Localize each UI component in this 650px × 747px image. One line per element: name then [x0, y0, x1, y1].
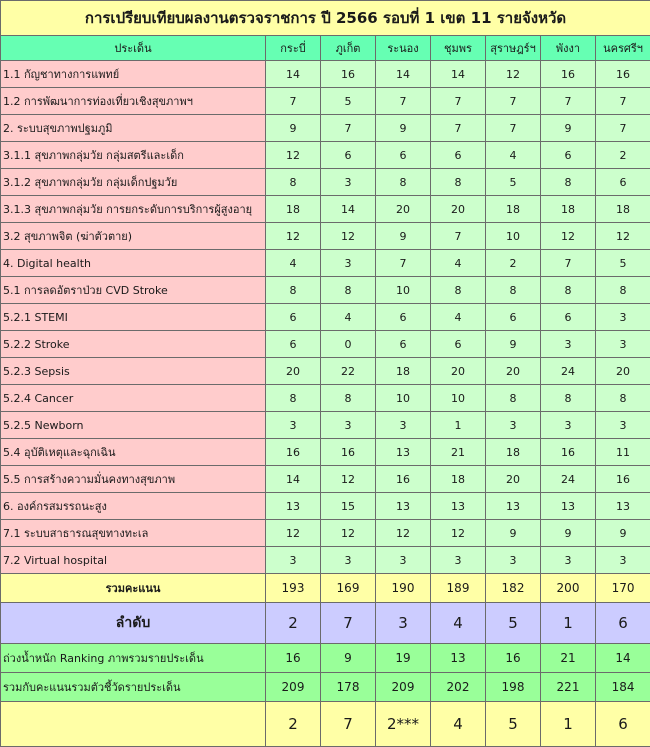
final-rank-cell: 2	[266, 702, 321, 747]
weight-label: ถ่วงน้ำหนัก Ranking ภาพรวมรายประเด็น	[1, 644, 266, 673]
weight-cell: 14	[596, 644, 650, 673]
province-header: ชุมพร	[431, 36, 486, 61]
score-cell: 13	[596, 493, 650, 520]
score-cell: 14	[321, 196, 376, 223]
score-cell: 6	[321, 142, 376, 169]
province-header: พังงา	[541, 36, 596, 61]
score-cell: 8	[321, 385, 376, 412]
score-cell: 18	[431, 466, 486, 493]
combined-label: รวมกับคะแนนรวมตัวชี้วัดรายประเด็น	[1, 673, 266, 702]
score-cell: 13	[431, 493, 486, 520]
province-header: นครศรีฯ	[596, 36, 650, 61]
total-cell: 200	[541, 574, 596, 603]
combined-cell: 198	[486, 673, 541, 702]
score-cell: 20	[376, 196, 431, 223]
score-cell: 11	[596, 439, 650, 466]
score-cell: 20	[486, 466, 541, 493]
rank-cell: 5	[486, 603, 541, 644]
score-cell: 16	[596, 61, 650, 88]
total-cell: 193	[266, 574, 321, 603]
combined-cell: 178	[321, 673, 376, 702]
score-cell: 13	[266, 493, 321, 520]
table-row	[1, 61, 650, 88]
score-cell: 4	[431, 250, 486, 277]
score-cell: 18	[266, 196, 321, 223]
criteria-label: 5.2.3 Sepsis	[1, 358, 266, 385]
score-cell: 9	[376, 115, 431, 142]
score-cell: 7	[486, 115, 541, 142]
total-cell: 182	[486, 574, 541, 603]
criteria-label: 2. ระบบสุขภาพปฐมภูมิ	[1, 115, 266, 142]
score-cell: 7	[596, 88, 650, 115]
score-cell: 7	[431, 115, 486, 142]
table-row	[1, 304, 650, 331]
score-cell: 16	[266, 439, 321, 466]
score-cell: 7	[321, 115, 376, 142]
score-cell: 3	[266, 412, 321, 439]
score-cell: 3	[596, 304, 650, 331]
score-cell: 8	[541, 169, 596, 196]
score-cell: 8	[596, 277, 650, 304]
score-cell: 7	[376, 250, 431, 277]
score-cell: 10	[376, 277, 431, 304]
score-cell: 12	[266, 142, 321, 169]
score-cell: 3	[321, 169, 376, 196]
combined-row	[1, 673, 650, 702]
table-row	[1, 439, 650, 466]
score-cell: 1	[431, 412, 486, 439]
final-rank-label	[1, 702, 266, 747]
rank-cell: 6	[596, 603, 650, 644]
score-cell: 3	[376, 412, 431, 439]
province-header: ระนอง	[376, 36, 431, 61]
criteria-label: 7.2 Virtual hospital	[1, 547, 266, 574]
table-row	[1, 115, 650, 142]
score-cell: 8	[376, 169, 431, 196]
score-cell: 14	[266, 61, 321, 88]
score-cell: 7	[431, 88, 486, 115]
rank-row	[1, 603, 650, 644]
total-cell: 170	[596, 574, 650, 603]
score-cell: 6	[266, 304, 321, 331]
score-cell: 12	[321, 223, 376, 250]
score-cell: 8	[266, 169, 321, 196]
rank-cell: 1	[541, 603, 596, 644]
score-cell: 20	[266, 358, 321, 385]
score-cell: 4	[431, 304, 486, 331]
score-cell: 8	[431, 277, 486, 304]
score-cell: 12	[321, 466, 376, 493]
score-cell: 8	[486, 277, 541, 304]
rank-cell: 3	[376, 603, 431, 644]
score-cell: 13	[376, 439, 431, 466]
score-cell: 24	[541, 466, 596, 493]
weight-cell: 13	[431, 644, 486, 673]
score-cell: 4	[266, 250, 321, 277]
score-cell: 10	[431, 385, 486, 412]
criteria-label: 4. Digital health	[1, 250, 266, 277]
table-row	[1, 196, 650, 223]
score-cell: 9	[376, 223, 431, 250]
score-cell: 7	[376, 88, 431, 115]
score-cell: 3	[486, 547, 541, 574]
table-row	[1, 547, 650, 574]
score-cell: 3	[596, 412, 650, 439]
score-cell: 20	[596, 358, 650, 385]
score-cell: 12	[266, 223, 321, 250]
table-row	[1, 493, 650, 520]
weight-cell: 16	[486, 644, 541, 673]
combined-cell: 221	[541, 673, 596, 702]
criteria-label: 5.1 การลดอัตราป่วย CVD Stroke	[1, 277, 266, 304]
table-row	[1, 88, 650, 115]
rank-cell: 2	[266, 603, 321, 644]
score-cell: 18	[541, 196, 596, 223]
criteria-label: 5.2.1 STEMI	[1, 304, 266, 331]
score-cell: 3	[321, 547, 376, 574]
score-cell: 3	[486, 412, 541, 439]
score-cell: 12	[486, 61, 541, 88]
score-cell: 13	[486, 493, 541, 520]
score-cell: 9	[541, 520, 596, 547]
score-cell: 18	[376, 358, 431, 385]
table-row	[1, 142, 650, 169]
score-cell: 5	[486, 169, 541, 196]
score-cell: 6	[266, 331, 321, 358]
score-cell: 6	[376, 304, 431, 331]
score-cell: 6	[596, 169, 650, 196]
weight-cell: 9	[321, 644, 376, 673]
criteria-header: ประเด็น	[1, 36, 266, 61]
total-cell: 189	[431, 574, 486, 603]
score-cell: 3	[431, 547, 486, 574]
rank-cell: 7	[321, 603, 376, 644]
criteria-label: 3.1.3 สุขภาพกลุ่มวัย การยกระดับการบริการผู้สูงอายุ	[1, 196, 266, 223]
score-cell: 8	[596, 385, 650, 412]
score-cell: 4	[486, 142, 541, 169]
score-cell: 7	[266, 88, 321, 115]
combined-cell: 209	[376, 673, 431, 702]
criteria-label: 7.1 ระบบสาธารณสุขทางทะเล	[1, 520, 266, 547]
score-cell: 13	[376, 493, 431, 520]
combined-cell: 209	[266, 673, 321, 702]
score-cell: 5	[321, 88, 376, 115]
score-cell: 9	[266, 115, 321, 142]
header-row	[1, 36, 650, 61]
criteria-label: 5.2.4 Cancer	[1, 385, 266, 412]
score-cell: 9	[486, 520, 541, 547]
final-rank-cell: 1	[541, 702, 596, 747]
combined-cell: 184	[596, 673, 650, 702]
score-cell: 8	[266, 385, 321, 412]
total-cell: 190	[376, 574, 431, 603]
score-cell: 12	[321, 520, 376, 547]
final-rank-cell: 5	[486, 702, 541, 747]
score-cell: 6	[431, 142, 486, 169]
weight-cell: 21	[541, 644, 596, 673]
table-row	[1, 169, 650, 196]
score-cell: 12	[376, 520, 431, 547]
score-cell: 16	[541, 61, 596, 88]
score-cell: 6	[541, 304, 596, 331]
combined-cell: 202	[431, 673, 486, 702]
table-row	[1, 466, 650, 493]
final-rank-row	[1, 702, 650, 747]
criteria-label: 3.1.1 สุขภาพกลุ่มวัย กลุ่มสตรีและเด็ก	[1, 142, 266, 169]
score-cell: 20	[431, 358, 486, 385]
criteria-label: 3.2 สุขภาพจิต (ฆ่าตัวตาย)	[1, 223, 266, 250]
score-cell: 7	[486, 88, 541, 115]
score-cell: 9	[596, 520, 650, 547]
score-cell: 3	[541, 547, 596, 574]
final-rank-cell: 2***	[376, 702, 431, 747]
score-cell: 9	[486, 331, 541, 358]
final-rank-cell: 6	[596, 702, 650, 747]
table-row	[1, 250, 650, 277]
province-header: สุราษฎร์ฯ	[486, 36, 541, 61]
criteria-label: 1.1 กัญชาทางการแพทย์	[1, 61, 266, 88]
score-cell: 7	[541, 250, 596, 277]
score-cell: 5	[596, 250, 650, 277]
total-row	[1, 574, 650, 603]
rank-cell: 4	[431, 603, 486, 644]
criteria-label: 5.4 อุบัติเหตุและฉุกเฉิน	[1, 439, 266, 466]
score-cell: 9	[541, 115, 596, 142]
criteria-label: 5.2.2 Stroke	[1, 331, 266, 358]
score-cell: 2	[596, 142, 650, 169]
total-cell: 169	[321, 574, 376, 603]
score-cell: 20	[486, 358, 541, 385]
score-cell: 16	[596, 466, 650, 493]
score-cell: 3	[376, 547, 431, 574]
criteria-label: 5.5 การสร้างความมั่นคงทางสุขภาพ	[1, 466, 266, 493]
table-row	[1, 277, 650, 304]
score-cell: 13	[541, 493, 596, 520]
score-cell: 6	[541, 142, 596, 169]
score-cell: 4	[321, 304, 376, 331]
score-cell: 3	[541, 331, 596, 358]
score-cell: 22	[321, 358, 376, 385]
score-cell: 3	[541, 412, 596, 439]
rank-label: ลำดับ	[1, 603, 266, 644]
score-cell: 8	[541, 277, 596, 304]
score-cell: 12	[541, 223, 596, 250]
province-header: กระบี่	[266, 36, 321, 61]
score-cell: 8	[541, 385, 596, 412]
criteria-label: 1.2 การพัฒนาการท่องเที่ยวเชิงสุขภาพฯ	[1, 88, 266, 115]
score-cell: 18	[486, 196, 541, 223]
score-cell: 18	[486, 439, 541, 466]
score-cell: 14	[376, 61, 431, 88]
criteria-label: 3.1.2 สุขภาพกลุ่มวัย กลุ่มเด็กปฐมวัย	[1, 169, 266, 196]
final-rank-cell: 4	[431, 702, 486, 747]
score-cell: 16	[541, 439, 596, 466]
score-cell: 15	[321, 493, 376, 520]
score-cell: 12	[266, 520, 321, 547]
final-rank-cell: 7	[321, 702, 376, 747]
criteria-label: 6. องค์กรสมรรถนะสูง	[1, 493, 266, 520]
criteria-rows	[1, 61, 650, 574]
total-label: รวมคะแนน	[1, 574, 266, 603]
score-cell: 16	[321, 61, 376, 88]
weight-cell: 16	[266, 644, 321, 673]
score-cell: 16	[321, 439, 376, 466]
criteria-label: 5.2.5 Newborn	[1, 412, 266, 439]
score-cell: 6	[486, 304, 541, 331]
score-cell: 6	[376, 331, 431, 358]
score-cell: 16	[376, 466, 431, 493]
table-row	[1, 358, 650, 385]
score-cell: 20	[431, 196, 486, 223]
score-cell: 3	[266, 547, 321, 574]
score-cell: 18	[596, 196, 650, 223]
score-cell: 10	[376, 385, 431, 412]
score-cell: 7	[541, 88, 596, 115]
score-cell: 14	[266, 466, 321, 493]
table-row	[1, 223, 650, 250]
weight-row	[1, 644, 650, 673]
score-cell: 6	[431, 331, 486, 358]
score-cell: 8	[266, 277, 321, 304]
score-cell: 14	[431, 61, 486, 88]
score-cell: 7	[431, 223, 486, 250]
score-cell: 12	[431, 520, 486, 547]
score-cell: 0	[321, 331, 376, 358]
score-cell: 24	[541, 358, 596, 385]
score-cell: 10	[486, 223, 541, 250]
score-cell: 3	[321, 412, 376, 439]
score-cell: 8	[486, 385, 541, 412]
province-header: ภูเก็ต	[321, 36, 376, 61]
score-cell: 12	[596, 223, 650, 250]
score-cell: 3	[596, 547, 650, 574]
score-cell: 2	[486, 250, 541, 277]
table-row	[1, 331, 650, 358]
weight-cell: 19	[376, 644, 431, 673]
table-row	[1, 385, 650, 412]
table-row	[1, 412, 650, 439]
score-cell: 3	[596, 331, 650, 358]
table-title: การเปรียบเทียบผลงานตรวจราชการ ปี 2566 รอบที่ 1 เขต 11 รายจังหวัด	[1, 1, 650, 36]
table-row	[1, 520, 650, 547]
score-cell: 6	[376, 142, 431, 169]
score-cell: 8	[321, 277, 376, 304]
score-cell: 7	[596, 115, 650, 142]
score-cell: 3	[321, 250, 376, 277]
score-cell: 8	[431, 169, 486, 196]
score-cell: 21	[431, 439, 486, 466]
